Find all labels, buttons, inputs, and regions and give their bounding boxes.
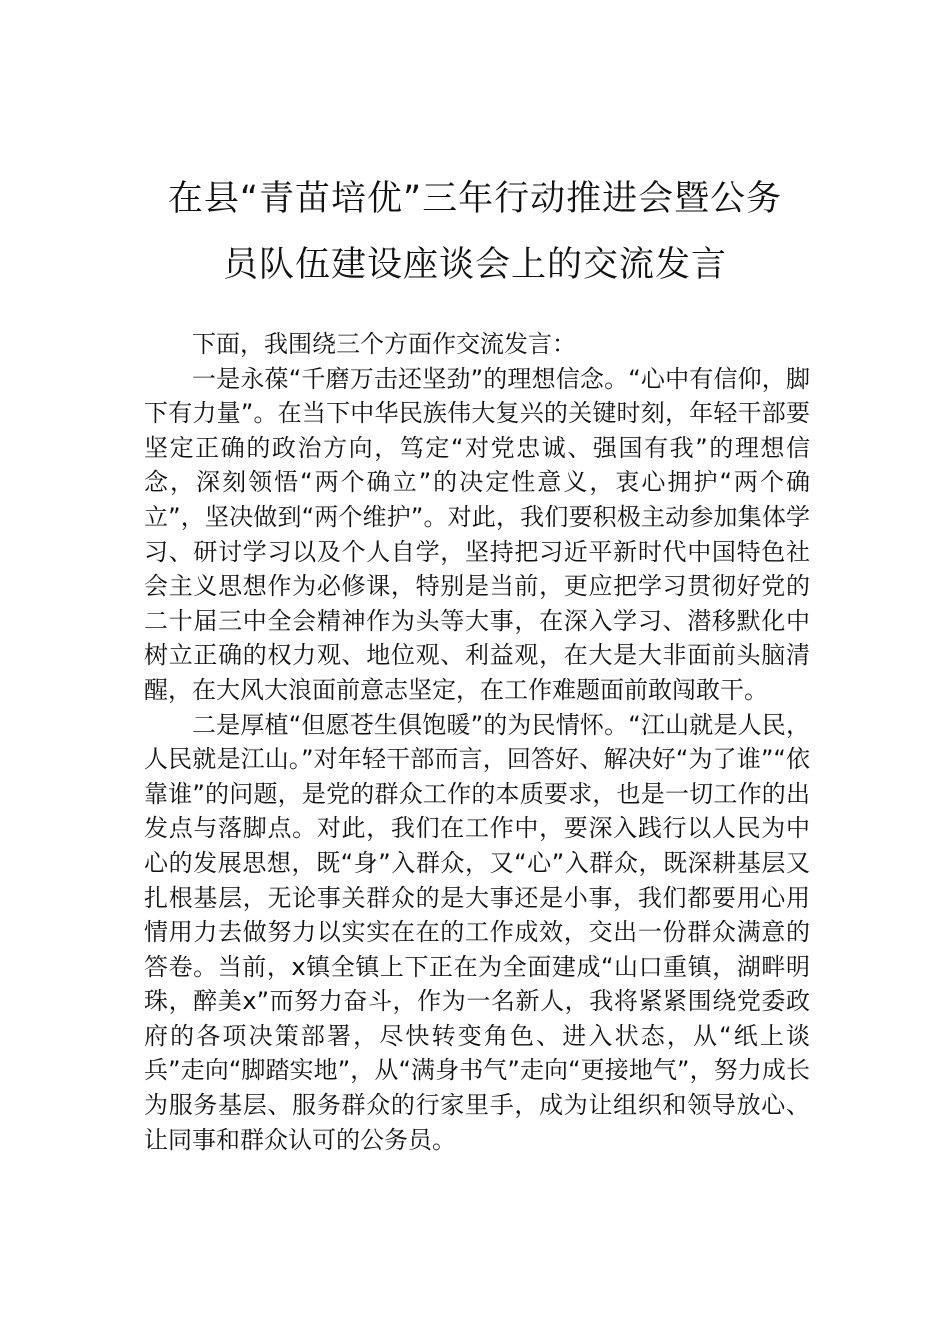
title-line-1: 在县“青苗培优”三年行动推进会暨公务	[167, 179, 783, 219]
paragraph-ideals: 一是永葆“千磨万击还坚劲”的理想信念。“心中有信仰，脚下有力量”。在当下中华民族伟大复兴的关键时刻，年轻干部要坚定正确的政治方向，笃定“对党忠诚、强国有我”的理想信念，深刻领悟“两个确立”的决定性意义，衷心拥护“两个确立”，坚决做到“两个维护”。对此，我们要积极主动参加集体学习、研讨学习以及个人自学，坚持把习近平新时代中国特色社会主义思想作为必修课，特别是当前，更应把学习贯彻好党的二十届三中全会精神作为头等大事，在深入学习、潜移默化中树立正确的权力观、地位观、利益观，在大是大非面前头脑清醒，在大风大浪面前意志坚定，在工作难题面前敢闯敢干。	[144, 364, 810, 704]
title-line-2: 员队伍建设座谈会上的交流发言	[222, 245, 727, 285]
document-title	[120, 166, 830, 298]
document-body	[144, 327, 810, 1157]
paragraph-intro: 下面，我围绕三个方面作交流发言：	[192, 330, 576, 358]
paragraph-people: 二是厚植“但愿苍生俱饱暖”的为民情怀。“江山就是人民，人民就是江山。”对年轻干部而言，回答好、解决好“为了谁”“依靠谁”的问题，是党的群众工作的本质要求，也是一切工作的出发点与落脚点。对此，我们在工作中，要深入践行以人民为中心的发展思想，既“身”入群众，又“心”入群众，既深耕基层又扎根基层，无论事关群众的是大事还是小事，我们都要用心用情用力去做努力以实实在在的工作成效，交出一份群众满意的答卷。当前，x镇全镇上下正在为全面建成“山口重镇，湖畔明珠，醉美x”而努力奋斗，作为一名新人，我将紧紧围绕党委政府的各项决策部署，尽快转变角色、进入状态，从“纸上谈兵”走向“脚踏实地”，从“满身书气”走向“更接地气”，努力成长为服务基层、服务群众的行家里手，成为让组织和领导放心、让同事和群众认可的公务员。	[144, 710, 810, 1154]
